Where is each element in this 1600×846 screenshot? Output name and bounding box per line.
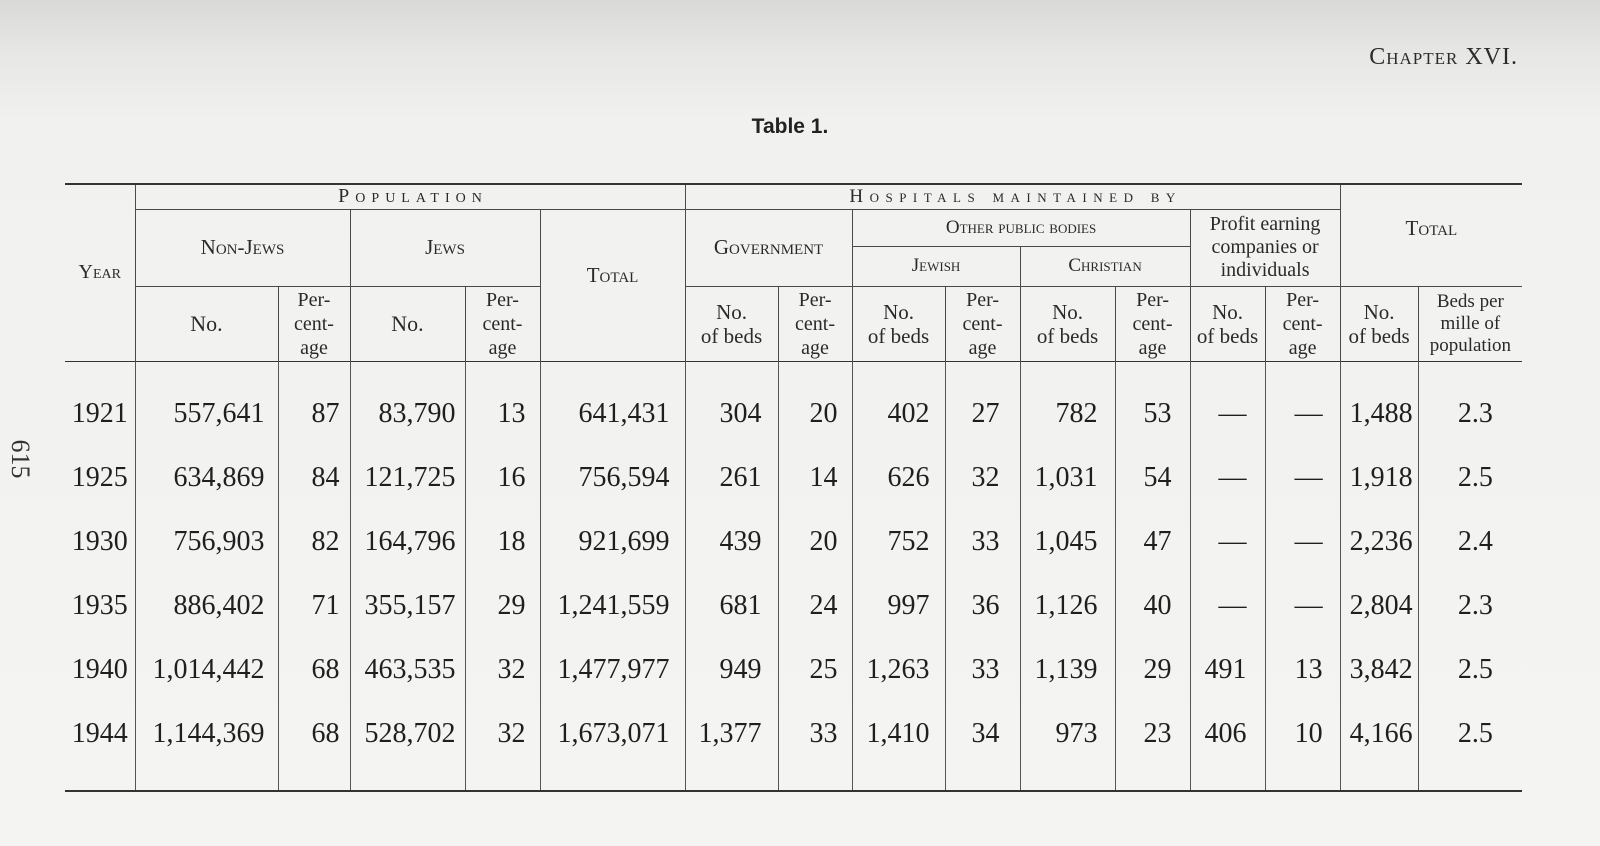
- population-total-cell: 1,673,071: [540, 702, 685, 766]
- government-header: Government: [685, 209, 852, 286]
- beds-per-mille-cell: 2.4: [1418, 510, 1522, 574]
- table-header: [65, 184, 1522, 361]
- christian-percentage-cell: 23: [1115, 702, 1190, 766]
- jews-percentage-cell: 16: [465, 446, 540, 510]
- jews-number-cell: 83,790: [350, 382, 465, 446]
- jews-number-cell: 463,535: [350, 638, 465, 702]
- jewish-beds-cell: 626: [852, 446, 945, 510]
- jewish-beds-header: No. of beds: [852, 286, 945, 361]
- government-percentage-cell: 24: [778, 574, 852, 638]
- hospitals-maintained-by-header: Hospitals maintained by: [685, 184, 1340, 209]
- jews-percentage-cell: 32: [465, 638, 540, 702]
- christian-beds-cell: 973: [1020, 702, 1115, 766]
- jews-percentage-cell: 29: [465, 574, 540, 638]
- profit-percentage-cell: 10: [1265, 702, 1340, 766]
- profit-percentage-cell: 13: [1265, 638, 1340, 702]
- population-header: Population: [135, 184, 685, 209]
- population-total-cell: 1,241,559: [540, 574, 685, 638]
- profit-beds-cell: —: [1190, 382, 1265, 446]
- population-total-cell: 921,699: [540, 510, 685, 574]
- jewish-beds-cell: 1,410: [852, 702, 945, 766]
- jewish-beds-cell: 997: [852, 574, 945, 638]
- government-beds-cell: 681: [685, 574, 778, 638]
- total-beds-cell: 2,236: [1340, 510, 1418, 574]
- christian-percentage-cell: 40: [1115, 574, 1190, 638]
- jews-number-cell: 121,725: [350, 446, 465, 510]
- profit-percentage-cell: —: [1265, 510, 1340, 574]
- non-jews-number-header: No.: [135, 286, 278, 361]
- spacer-row: [65, 361, 1522, 382]
- jewish-beds-cell: 752: [852, 510, 945, 574]
- year-cell: 1935: [71, 590, 128, 621]
- non-jews-percentage-cell: 68: [278, 638, 350, 702]
- christian-beds-header: No. of beds: [1020, 286, 1115, 361]
- christian-beds-cell: 1,045: [1020, 510, 1115, 574]
- jews-percentage-cell: 32: [465, 702, 540, 766]
- non-jews-number-cell: 886,402: [135, 574, 278, 638]
- profit-earning-header: Profit earning companies or individuals: [1190, 209, 1340, 286]
- beds-per-mille-cell: 2.3: [1418, 574, 1522, 638]
- jews-percentage-header: Per- cent- age: [465, 286, 540, 361]
- beds-per-mille-cell: 2.3: [1418, 382, 1522, 446]
- government-percentage-cell: 20: [778, 382, 852, 446]
- christian-beds-cell: 1,126: [1020, 574, 1115, 638]
- profit-beds-cell: —: [1190, 446, 1265, 510]
- jewish-beds-cell: 1,263: [852, 638, 945, 702]
- non-jews-header: Non-Jews: [135, 209, 350, 286]
- total-beds-cell: 1,918: [1340, 446, 1418, 510]
- jewish-percentage-cell: 34: [945, 702, 1020, 766]
- jewish-percentage-cell: 27: [945, 382, 1020, 446]
- table-row: [65, 638, 1522, 702]
- total-beds-cell: 2,804: [1340, 574, 1418, 638]
- christian-percentage-cell: 54: [1115, 446, 1190, 510]
- table-row: [65, 382, 1522, 446]
- jews-number-cell: 355,157: [350, 574, 465, 638]
- total-beds-cell: 3,842: [1340, 638, 1418, 702]
- jewish-percentage-cell: 36: [945, 574, 1020, 638]
- christian-beds-cell: 1,139: [1020, 638, 1115, 702]
- year-cell: 1921: [71, 398, 128, 429]
- government-beds-cell: 261: [685, 446, 778, 510]
- profit-percentage-cell: —: [1265, 382, 1340, 446]
- christian-header: Christian: [1020, 246, 1190, 286]
- year-cell: 1930: [71, 526, 128, 557]
- table-title: Table 1.: [751, 115, 829, 138]
- table-row: [65, 702, 1522, 766]
- non-jews-number-cell: 557,641: [135, 382, 278, 446]
- christian-percentage-cell: 47: [1115, 510, 1190, 574]
- christian-beds-cell: 1,031: [1020, 446, 1115, 510]
- jews-percentage-cell: 13: [465, 382, 540, 446]
- jewish-percentage-cell: 32: [945, 446, 1020, 510]
- non-jews-number-cell: 756,903: [135, 510, 278, 574]
- year-header: Year: [65, 184, 135, 361]
- non-jews-percentage-cell: 82: [278, 510, 350, 574]
- jews-number-cell: 164,796: [350, 510, 465, 574]
- year-cell: 1940: [71, 654, 128, 685]
- header-row: [65, 184, 1522, 209]
- table-row: [65, 574, 1522, 638]
- christian-percentage-cell: 29: [1115, 638, 1190, 702]
- government-percentage-cell: 20: [778, 510, 852, 574]
- jewish-percentage-cell: 33: [945, 638, 1020, 702]
- government-percentage-cell: 14: [778, 446, 852, 510]
- non-jews-percentage-cell: 84: [278, 446, 350, 510]
- government-beds-cell: 1,377: [685, 702, 778, 766]
- hospital-total-header: Total: [1340, 184, 1522, 286]
- table-row: [65, 446, 1522, 510]
- jews-number-header: No.: [350, 286, 465, 361]
- non-jews-percentage-cell: 87: [278, 382, 350, 446]
- jewish-percentage-header: Per- cent- age: [945, 286, 1020, 361]
- population-total-cell: 756,594: [540, 446, 685, 510]
- beds-per-mille-cell: 2.5: [1418, 638, 1522, 702]
- government-percentage-cell: 33: [778, 702, 852, 766]
- table-body: [65, 361, 1522, 791]
- population-total-header: Total: [540, 209, 685, 361]
- profit-beds-header: No. of beds: [1190, 286, 1265, 361]
- year-cell: 1944: [71, 718, 128, 749]
- header-row: [65, 286, 1522, 361]
- total-beds-cell: 1,488: [1340, 382, 1418, 446]
- non-jews-percentage-cell: 68: [278, 702, 350, 766]
- other-public-bodies-header: Other public bodies: [852, 209, 1190, 246]
- profit-beds-cell: —: [1190, 510, 1265, 574]
- government-beds-header: No. of beds: [685, 286, 778, 361]
- profit-percentage-cell: —: [1265, 446, 1340, 510]
- population-hospitals-table: [65, 183, 1522, 792]
- non-jews-number-cell: 1,144,369: [135, 702, 278, 766]
- christian-percentage-header: Per- cent- age: [1115, 286, 1190, 361]
- government-beds-cell: 304: [685, 382, 778, 446]
- non-jews-percentage-header: Per- cent- age: [278, 286, 350, 361]
- jews-number-cell: 528,702: [350, 702, 465, 766]
- profit-beds-cell: 406: [1190, 702, 1265, 766]
- christian-beds-cell: 782: [1020, 382, 1115, 446]
- chapter-heading: Chapter XVI.: [1369, 44, 1518, 70]
- beds-per-mille-cell: 2.5: [1418, 702, 1522, 766]
- profit-percentage-cell: —: [1265, 574, 1340, 638]
- total-beds-header: No. of beds: [1340, 286, 1418, 361]
- government-percentage-cell: 25: [778, 638, 852, 702]
- jewish-header: Jewish: [852, 246, 1020, 286]
- profit-percentage-header: Per- cent- age: [1265, 286, 1340, 361]
- christian-percentage-cell: 53: [1115, 382, 1190, 446]
- government-beds-cell: 439: [685, 510, 778, 574]
- table-row: [65, 510, 1522, 574]
- jewish-percentage-cell: 33: [945, 510, 1020, 574]
- jews-header: Jews: [350, 209, 540, 286]
- government-percentage-header: Per- cent- age: [778, 286, 852, 361]
- header-row: [65, 209, 1522, 246]
- year-cell: 1925: [71, 462, 128, 493]
- non-jews-percentage-cell: 71: [278, 574, 350, 638]
- government-beds-cell: 949: [685, 638, 778, 702]
- spacer-row: [65, 766, 1522, 791]
- beds-per-mille-cell: 2.5: [1418, 446, 1522, 510]
- profit-beds-cell: 491: [1190, 638, 1265, 702]
- jewish-beds-cell: 402: [852, 382, 945, 446]
- non-jews-number-cell: 634,869: [135, 446, 278, 510]
- total-beds-cell: 4,166: [1340, 702, 1418, 766]
- jews-percentage-cell: 18: [465, 510, 540, 574]
- population-total-cell: 641,431: [540, 382, 685, 446]
- page-number: 615: [6, 439, 35, 479]
- population-total-cell: 1,477,977: [540, 638, 685, 702]
- non-jews-number-cell: 1,014,442: [135, 638, 278, 702]
- beds-per-mille-header: Beds per mille of population: [1418, 286, 1522, 361]
- profit-beds-cell: —: [1190, 574, 1265, 638]
